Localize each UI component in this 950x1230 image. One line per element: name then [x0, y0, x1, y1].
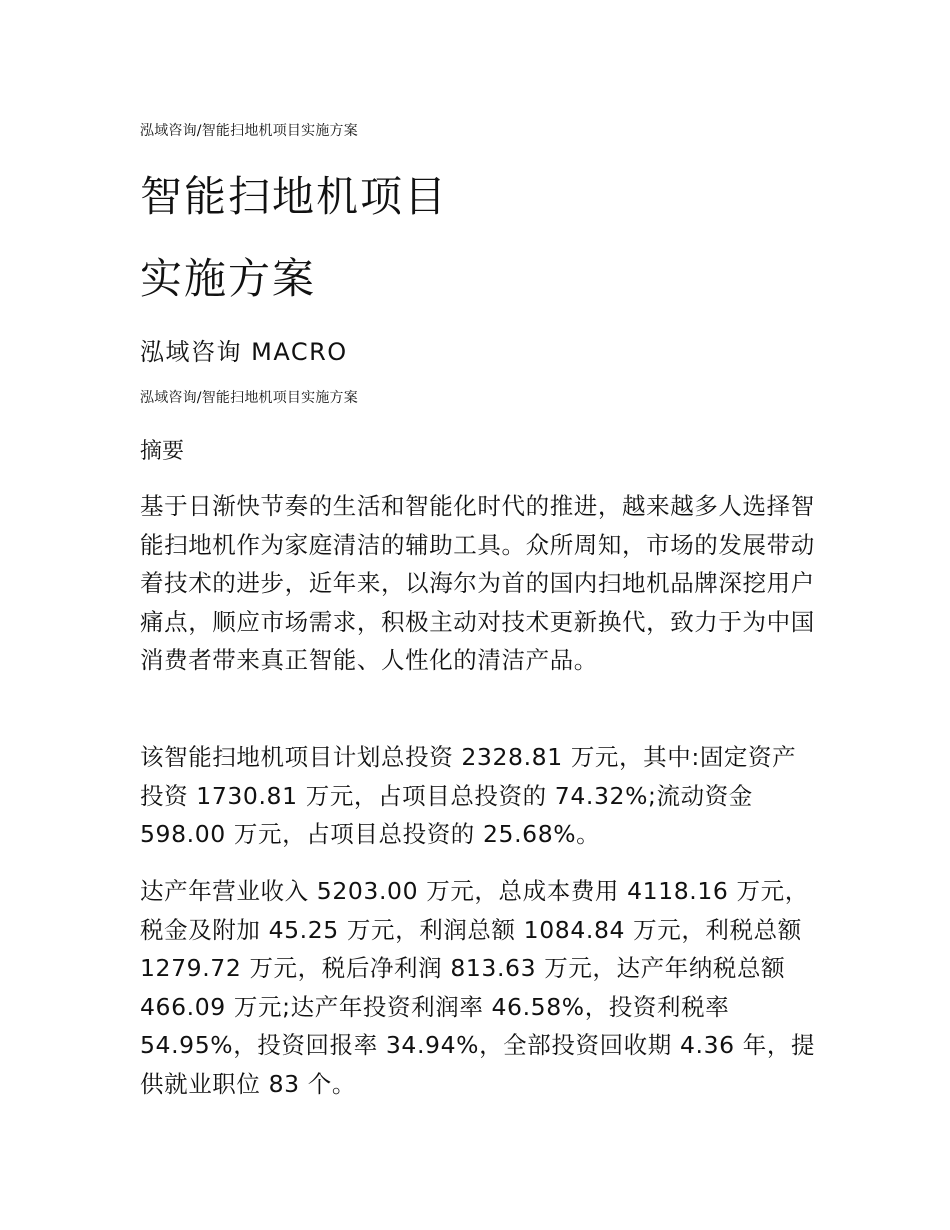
summary-paragraph-background: 基于日渐快节奏的生活和智能化时代的推进，越来越多人选择智能扫地机作为家庭清洁的辅助工具。众所周知，市场的发展带动着技术的进步，近年来，以海尔为首的国内扫地机品牌深挖用户痛点，顺应市场需求，积极主动对技术更新换代，致力于为中国消费者带来真正智能、人性化的清洁产品。 — [140, 492, 815, 675]
summary-paragraph-investment: 该智能扫地机项目计划总投资 2328.81 万元，其中:固定资产投资 1730.81 万元，占项目总投资的 74.32%;流动资金 598.00 万元，占项目总投资的 25.68%。 — [140, 743, 797, 849]
organization-name: 泓域咨询 MACRO — [140, 338, 348, 366]
document-title-line-2: 实施方案 — [140, 254, 317, 303]
running-header: 泓域咨询/智能扫地机项目实施方案 — [140, 123, 358, 139]
running-header-second: 泓域咨询/智能扫地机项目实施方案 — [140, 390, 358, 406]
summary-heading: 摘要 — [140, 439, 185, 464]
summary-paragraph-financials: 达产年营业收入 5203.00 万元，总成本费用 4118.16 万元，税金及附加 45.25 万元，利润总额 1084.84 万元，利税总额 1279.72 万元，税后净利润 813.63 万元，达产年纳税总额 466.09 万元;达产年投资利润率 46.58%，投资利税率 54.95%，投资回报率 34.94%，全部投资回收期 4.36 年，提供就业职位 83 个。 — [140, 877, 816, 1098]
document-title-line-1: 智能扫地机项目 — [140, 172, 449, 221]
